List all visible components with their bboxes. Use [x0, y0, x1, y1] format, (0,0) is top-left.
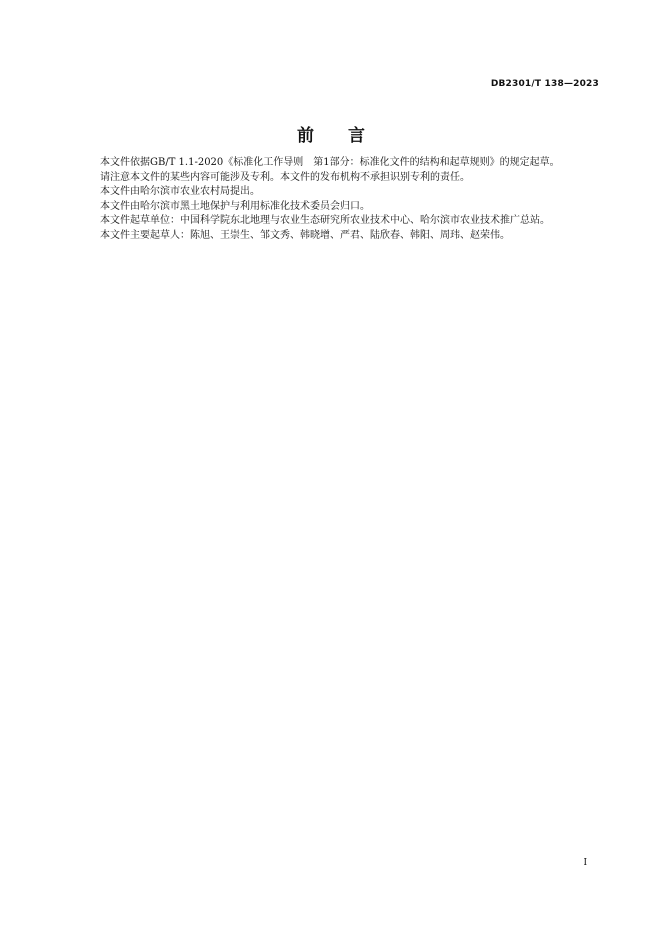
paragraph-committee: 本文件由哈尔滨市黑土地保护与利用标准化技术委员会归口。	[100, 200, 370, 212]
heading-char-2: 言	[348, 126, 365, 146]
paragraph-patent: 请注意本文件的某些内容可能涉及专利。本文件的发布机构不承担识别专利的责任。	[100, 171, 470, 183]
preface-body	[80, 156, 595, 243]
paragraph-drafters: 本文件主要起草人：陈旭、王崇生、邹文秀、韩晓增、严君、陆欣春、韩阳、周玮、赵荣伟。	[100, 229, 510, 241]
paragraph-proposer: 本文件由哈尔滨市农业农村局提出。	[100, 186, 260, 197]
paragraph-drafting-units: 本文件起草单位：中国科学院东北地理与农业生态研究所农业技术中心、哈尔滨市农业技术推广总站。	[100, 215, 550, 226]
paragraph-basis: 本文件依据GB/T 1.1-2020《标准化工作导则 第1部分：标准化文件的结构和起草规则》的规定起草。	[100, 157, 560, 168]
document-code: DB2301/T 138—2023	[490, 79, 599, 89]
page-number: I	[583, 858, 587, 868]
section-heading	[0, 121, 662, 146]
heading-char-1: 前	[297, 126, 314, 146]
